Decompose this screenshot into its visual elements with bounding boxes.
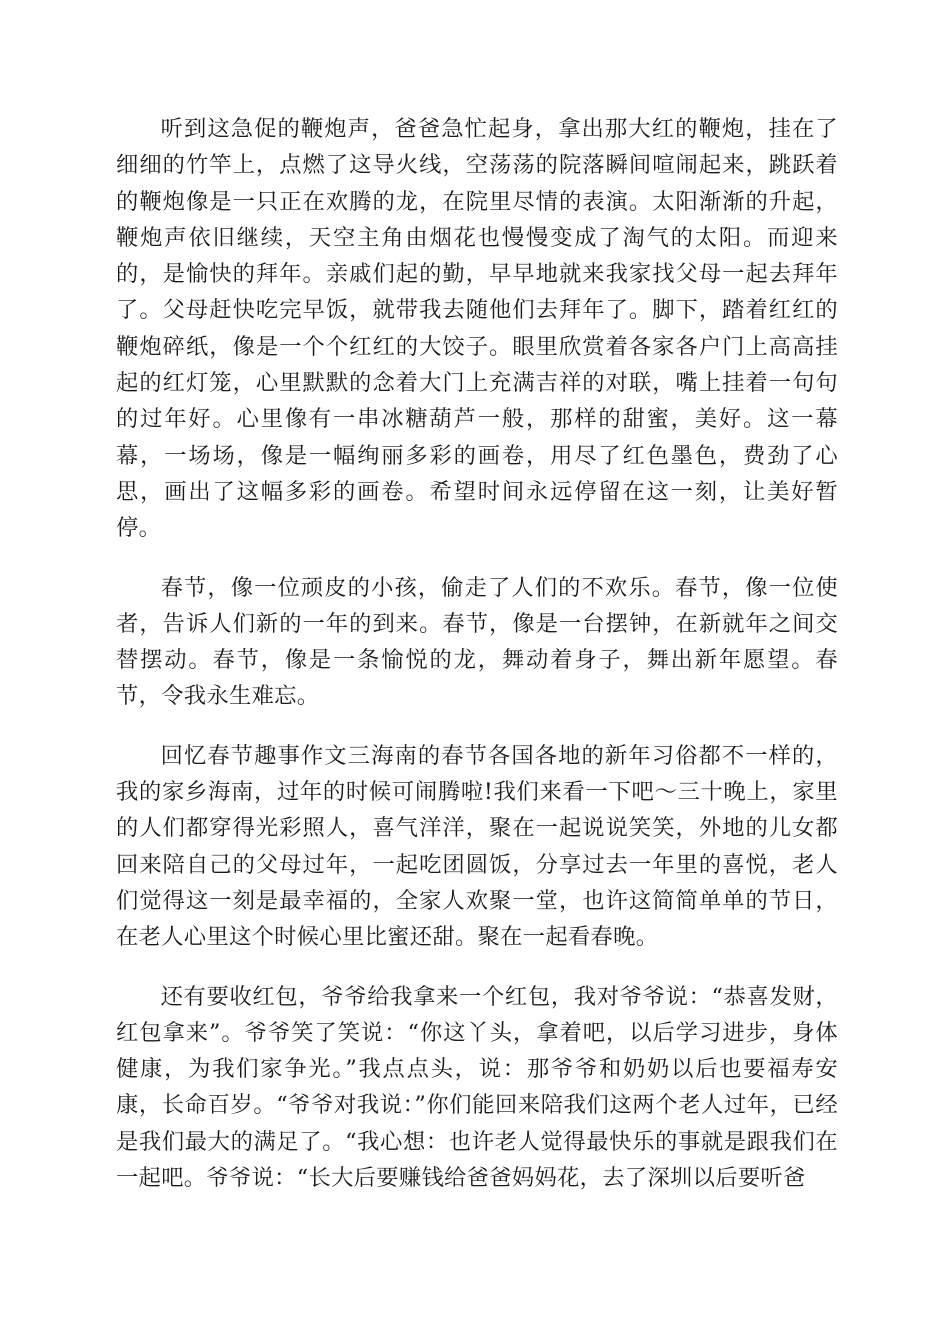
paragraph-spring-festival: 春节，像一位顽皮的小孩，偷走了人们的不欢乐。春节，像一位使者，告诉人们新的一年的到来。春节，像是一台摆钟，在新就年之间交替摆动。春节，像是一条愉悦的龙，舞动着身子，舞出新年愿望。春节，令我永生难忘。 (116, 574, 838, 710)
paragraph-hainan: 回忆春节趣事作文三海南的春节各国各地的新年习俗都不一样的，我的家乡海南，过年的时候可闹腾啦!我们来看一下吧～三十晚上，家里的人们都穿得光彩照人，喜气洋洋，聚在一起说说笑笑，外地的儿女都回来陪自己的父母过年，一起吃团圆饭，分享过去一年里的喜悦，老人们觉得这一刻是最幸福的，全家人欢聚一堂，也许这简简单单的节日，在老人心里这个时候心里比蜜还甜。聚在一起看春晚。 (116, 742, 838, 951)
paragraph-red-envelope: 还有要收红包，爷爷给我拿来一个红包，我对爷爷说：“恭喜发财，红包拿来”。爷爷笑了笑说：“你这丫头，拿着吧，以后学习进步，身体健康，为我们家争光。”我点点头，说：那爷爷和奶奶以后也要福寿安康，长命百岁。“爷爷对我说：”你们能回来陪我们这两个老人过年，已经是我们最大的满足了。“我心想：也许老人觉得最快乐的事就是跟我们在一起吧。爷爷说：“长大后要赚钱给爸爸妈妈花，去了深圳以后要听爸 (116, 983, 838, 1192)
paragraph-firecrackers: 听到这急促的鞭炮声，爸爸急忙起身，拿出那大红的鞭炮，挂在了细细的竹竿上，点燃了这导火线，空荡荡的院落瞬间喧闹起来，跳跃着的鞭炮像是一只正在欢腾的龙，在院里尽情的表演。太阳渐渐的升起，鞭炮声依旧继续，天空主角由烟花也慢慢变成了淘气的太阳。而迎来的，是愉快的拜年。亲戚们起的勤，早早地就来我家找父母一起去拜年了。父母赶快吃完早饭，就带我去随他们去拜年了。脚下，踏着红红的鞭炮碎纸，像是一个个红红的大饺子。眼里欣赏着各家各户门上高高挂起的红灯笼，心里默默的念着大门上充满吉祥的对联，嘴上挂着一句句的过年好。心里像有一串冰糖葫芦一般，那样的甜蜜，美好。这一幕幕，一场场，像是一幅绚丽多彩的画卷，用尽了红色墨色，费劲了心思，画出了这幅多彩的画卷。希望时间永远停留在这一刻，让美好暂停。 (116, 116, 838, 542)
document-page (116, 111, 838, 1219)
